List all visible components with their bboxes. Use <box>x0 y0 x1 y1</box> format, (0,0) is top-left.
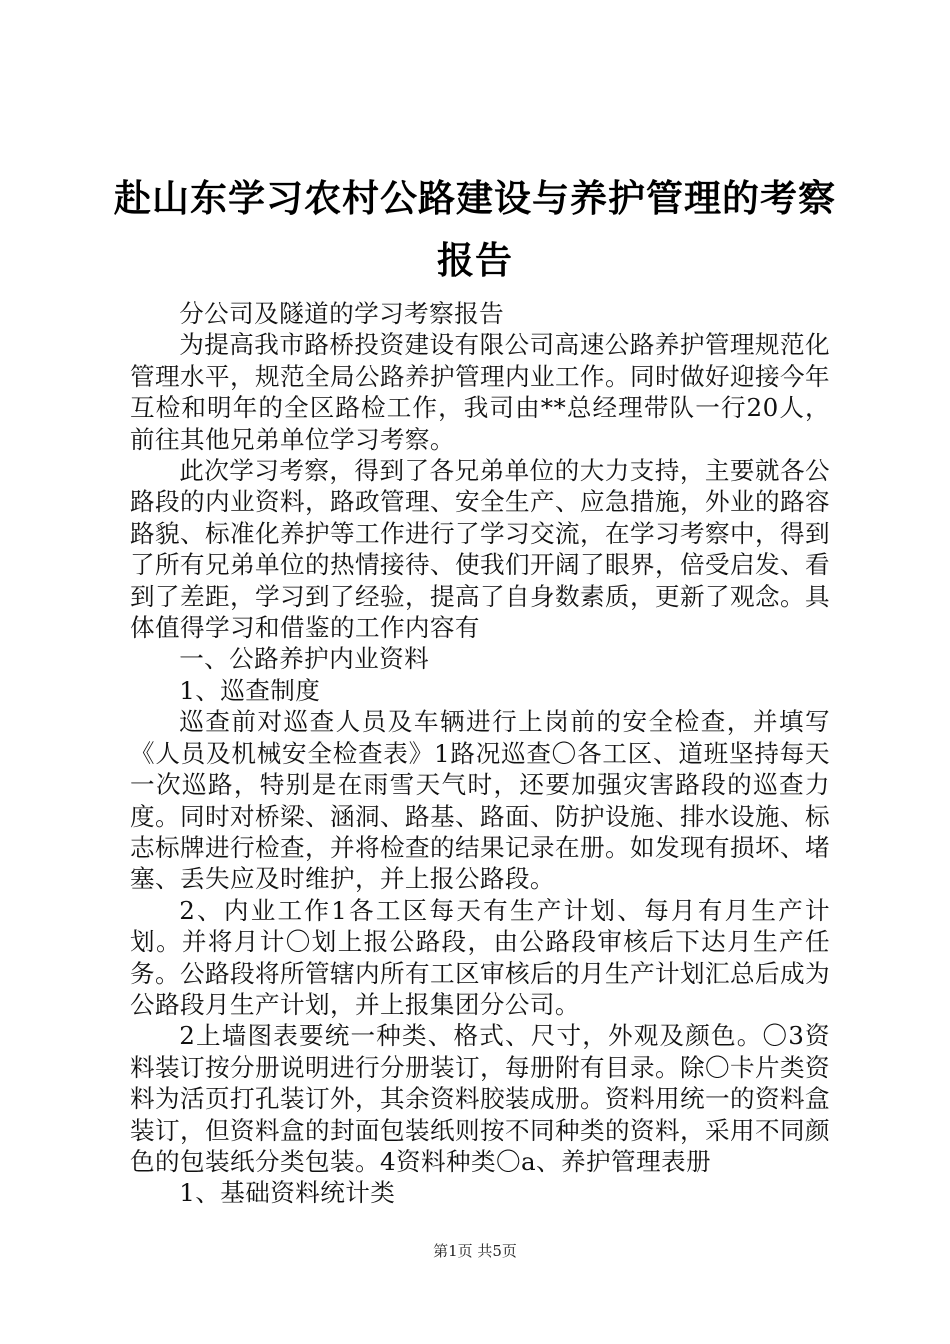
paragraph-inspection: 巡查前对巡查人员及车辆进行上岗前的安全检查，并填写《人员及机械安全检查表》1路况巡查〇各工区、道班坚持每天一次巡路，特别是在雨雪天气时，还要加强灾害路段的巡查力度。同时对桥梁、涵洞、路基、路面、防护设施、排水设施、标志标牌进行检查，并将检查的结果记录在册。如发现有损坏、堵塞、丢失应及时维护，并上报公路段。 <box>130 707 830 894</box>
paragraph-charts-binding: 2上墙图表要统一种类、格式、尺寸，外观及颜色。〇3资料装订按分册说明进行分册装订，每册附有目录。除〇卡片类资料为活页打孔装订外，其余资料胶装成册。资料用统一的资料盒装订，但资料盒的封面包装纸则按不同种类的资料，采用不同颜色的包装纸分类包装。4资料种类〇a、养护管理表册 <box>130 1021 830 1176</box>
paragraph-summary: 此次学习考察，得到了各兄弟单位的大力支持，主要就各公路段的内业资料，路政管理、安全生产、应急措施，外业的路容路貌、标准化养护等工作进行了学习交流，在学习考察中，得到了所有兄弟单位的热情接待、使我们开阔了眼界，倍受启发、看到了差距，学习到了经验，提高了自身数素质，更新了观念。具体值得学习和借鉴的工作内容有 <box>130 456 830 643</box>
paragraph-internal-work: 2、内业工作1各工区每天有生产计划、每月有月生产计划。并将月计〇划上报公路段，由公路段审核后下达月生产任务。公路段将所管辖内所有工区审核后的月生产计划汇总后成为公路段月生产计划，并上报集团分公司。 <box>130 895 830 1019</box>
paragraph-basic-statistics: 1、基础资料统计类 <box>179 1178 396 1208</box>
section-heading: 一、公路养护内业资料 <box>179 644 430 674</box>
document-title: 赴山东学习农村公路建设与养护管理的考察报告 <box>114 177 836 282</box>
page-number-footer: 第1页 共5页 <box>433 1242 517 1260</box>
document-body <box>130 298 830 1209</box>
paragraph-intro: 为提高我市路桥投资建设有限公司高速公路养护管理规范化管理水平，规范全局公路养护管理内业工作。同时做好迎接今年互检和明年的全区路检工作，我司由**总经理带队一行20人，前往其他兄弟单位学习考察。 <box>130 330 830 454</box>
paragraph-subtitle: 分公司及隧道的学习考察报告 <box>179 299 505 328</box>
subsection-heading: 1、巡查制度 <box>179 675 321 705</box>
